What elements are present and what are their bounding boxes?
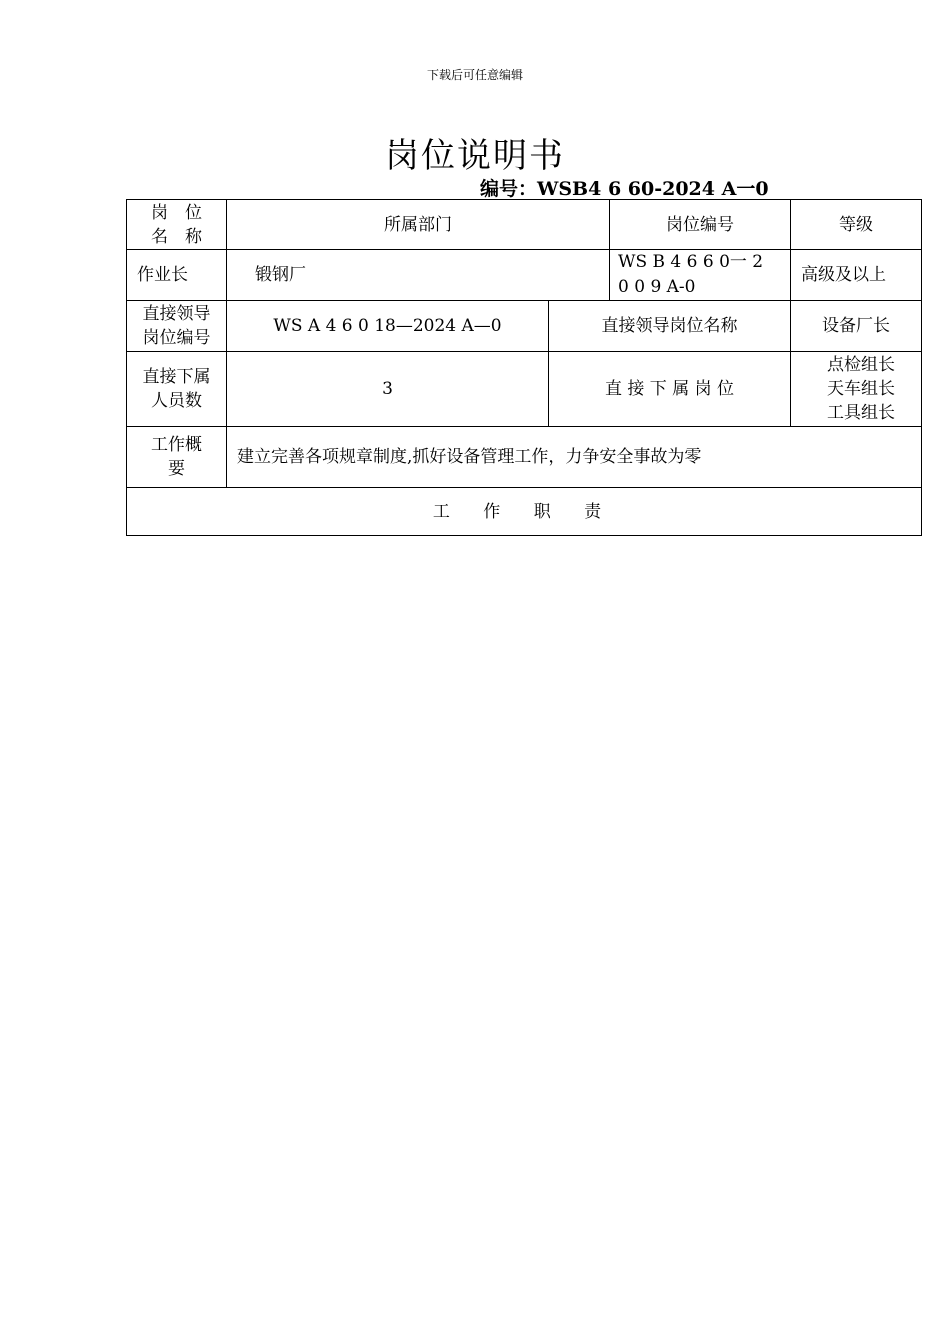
post-code-value: WS B 4 6 6 0一 2 0 0 9 A-0 xyxy=(610,250,791,301)
level-label: 等级 xyxy=(791,200,922,250)
table-row xyxy=(127,352,922,427)
level-value: 高级及以上 xyxy=(791,250,922,301)
document-code: 编号：WSB4 6 60-2024 A一0 xyxy=(480,178,769,200)
post-name-value: 作业长 xyxy=(127,250,227,301)
table-row xyxy=(127,250,922,301)
subordinate-count-label: 直接下属 人员数 xyxy=(127,352,227,427)
work-summary-value: 建立完善各项规章制度,抓好设备管理工作，力争安全事故为零 xyxy=(227,427,922,488)
subordinate-count-value: 3 xyxy=(227,352,549,427)
table-row xyxy=(127,488,922,536)
subordinate-posts-list xyxy=(791,352,922,427)
post-name-label: 岗 位 名 称 xyxy=(127,200,227,250)
leader-code-value: WS A 4 6 0 18—2024 A—0 xyxy=(227,301,549,352)
duties-heading: 工 作 职 责 xyxy=(127,488,922,536)
leader-name-value: 设备厂长 xyxy=(791,301,922,352)
list-item: 天车组长 xyxy=(827,379,895,399)
page-title: 岗位说明书 xyxy=(385,136,565,176)
table-row xyxy=(127,427,922,488)
subordinate-post-label: 直 接 下 属 岗 位 xyxy=(549,352,791,427)
job-description-table xyxy=(126,199,922,536)
leader-name-label: 直接领导岗位名称 xyxy=(549,301,791,352)
department-label: 所属部门 xyxy=(227,200,610,250)
list-item: 工具组长 xyxy=(827,403,895,423)
work-summary-label: 工作概 要 xyxy=(127,427,227,488)
header-note: 下载后可任意编辑 xyxy=(426,68,523,82)
department-value: 锻钢厂 xyxy=(227,250,610,301)
table-row xyxy=(127,200,922,250)
leader-code-label: 直接领导 岗位编号 xyxy=(127,301,227,352)
list-item: 点检组长 xyxy=(827,355,895,375)
post-code-label: 岗位编号 xyxy=(610,200,791,250)
table-row xyxy=(127,301,922,352)
